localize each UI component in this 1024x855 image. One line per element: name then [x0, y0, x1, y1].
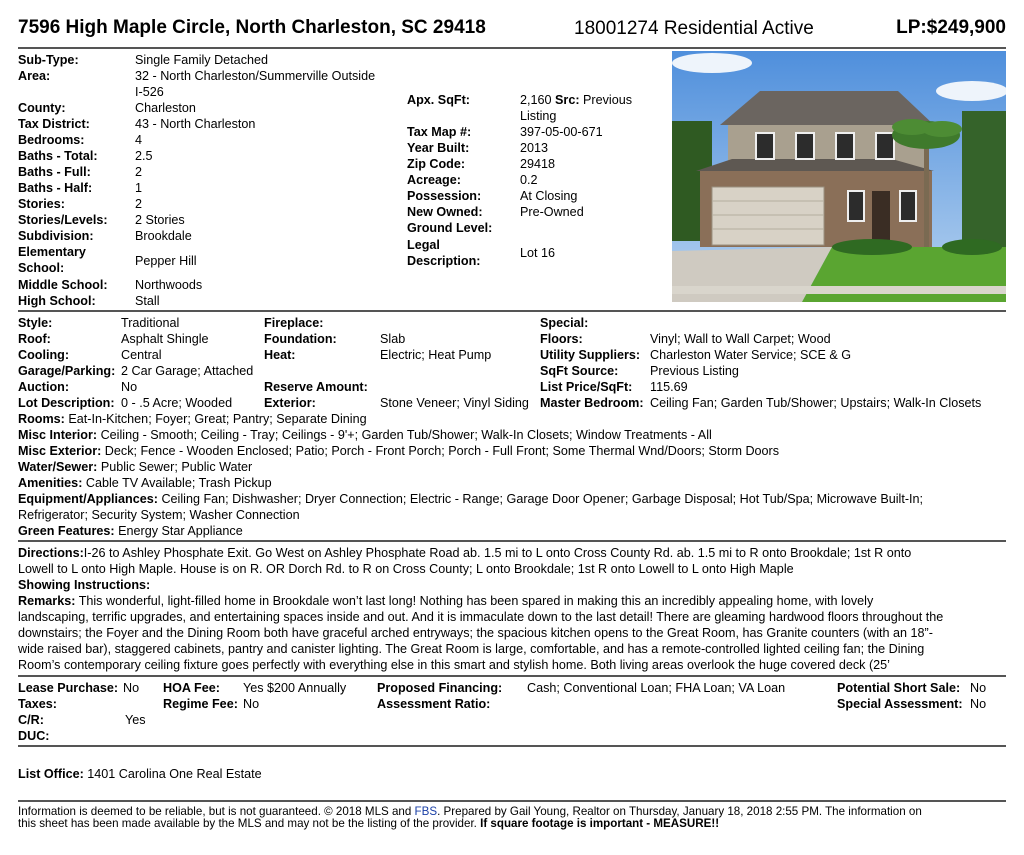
floors-value: Vinyl; Wall to Wall Carpet; Wood — [650, 332, 831, 346]
foundation-value: Slab — [380, 332, 406, 346]
list-office-label: List Office: — [18, 767, 84, 781]
area-value-cont: I-526 — [135, 85, 164, 99]
stories-label: Stories: — [18, 197, 65, 211]
equipment-value-cont: Refrigerator; Security System; Washer Connection — [18, 508, 300, 522]
new-owned-label: New Owned: — [407, 205, 483, 219]
sqft-label: Apx. SqFt: — [407, 93, 470, 107]
subdivision-value: Brookdale — [135, 229, 192, 243]
utility-value: Charleston Water Service; SCE & G — [650, 348, 852, 362]
cr-label: C/R: — [18, 713, 44, 727]
misc-exterior-label: Misc Exterior: — [18, 444, 102, 458]
finance-divider — [18, 675, 1006, 677]
tax-district-label: Tax District: — [18, 117, 90, 131]
property-address: 7596 High Maple Circle, North Charleston, SC 29418 — [18, 17, 486, 38]
equipment-line — [18, 491, 923, 507]
details-divider — [18, 310, 1006, 312]
subtype-label: Sub-Type: — [18, 53, 79, 67]
taxes-label: Taxes: — [18, 697, 57, 711]
year-built-label: Year Built: — [407, 141, 470, 155]
cooling-label: Cooling: — [18, 348, 70, 362]
exterior-value: Stone Veneer; Vinyl Siding — [380, 396, 529, 410]
county-value: Charleston — [135, 101, 196, 115]
fireplace-label: Fireplace: — [264, 316, 324, 330]
lp-sqft-label: List Price/SqFt: — [540, 380, 633, 394]
possession-value: At Closing — [520, 189, 578, 203]
special-assessment-value: No — [970, 697, 987, 711]
showing-label: Showing Instructions: — [18, 578, 151, 592]
hoa-label: HOA Fee: — [163, 681, 220, 695]
heat-label: Heat: — [264, 348, 296, 362]
stories-levels-value: 2 Stories — [135, 213, 185, 227]
green-label: Green Features: — [18, 524, 115, 538]
remarks-value: This wonderful, light-filled home in Brookdale won’t last long! Nothing has been spared in making this an incredibly appealing home, with lovely — [78, 594, 874, 608]
misc-exterior-value: Deck; Fence - Wooden Enclosed; Patio; Porch - Front Porch; Porch - Full Front; Some Thermal Wnd/Doors; Storm Doors — [104, 444, 780, 458]
remarks-value-4: wide raised bar), staggered cabinets, pantry and canister lighting. The Great Room is large, comfortable, and has a remote-controlled lighted ceiling fan; the Dining — [18, 642, 925, 656]
sqft-value-row — [520, 92, 632, 108]
ground-level-label: Ground Level: — [407, 221, 493, 235]
garage-value: 2 Car Garage; Attached — [121, 364, 254, 378]
equipment-value: Ceiling Fan; Dishwasher; Dryer Connection; Electric - Range; Garage Door Opener; Garbage Disposal; Hot Tub/Spa; Microwave Built-In; — [161, 492, 924, 506]
zip-label: Zip Code: — [407, 157, 466, 171]
baths-total-label: Baths - Total: — [18, 149, 98, 163]
misc-interior-label: Misc Interior: — [18, 428, 98, 442]
list-price: LP:$249,900 — [896, 17, 1006, 38]
regime-value: No — [243, 697, 260, 711]
bedrooms-label: Bedrooms: — [18, 133, 85, 147]
possession-label: Possession: — [407, 189, 482, 203]
amenities-label: Amenities: — [18, 476, 83, 490]
elementary-label: Elementary — [18, 245, 86, 259]
elementary-label-cont: School: — [18, 261, 65, 275]
header-divider — [18, 47, 1006, 49]
year-built-value: 2013 — [520, 141, 549, 155]
cooling-value: Central — [121, 348, 162, 362]
hoa-value: Yes $200 Annually — [243, 681, 347, 695]
directions-value: I-26 to Ashley Phosphate Exit. Go West on Ashley Phosphate Road ab. 1.5 mi to L onto Cross County Rd. ab. 1.5 mi to R onto Brookdale; 1st R onto — [83, 546, 912, 560]
src-value: Previous — [583, 93, 633, 107]
foundation-label: Foundation: — [264, 332, 337, 346]
remarks-divider — [18, 540, 1006, 542]
remarks-label: Remarks: — [18, 594, 76, 608]
baths-total-value: 2.5 — [135, 149, 153, 163]
roof-value: Asphalt Shingle — [121, 332, 209, 346]
list-office-value: 1401 Carolina One Real Estate — [87, 767, 262, 781]
master-label: Master Bedroom: — [540, 396, 644, 410]
remarks-line — [18, 593, 873, 609]
remarks-value-3: downstairs; the Foyer and the Dining Room both have graceful arched entryways; the spacious kitchen opens to the Great Room, has Granite counters (with an 18”- — [18, 626, 933, 640]
rooms-line — [18, 411, 367, 427]
misc-interior-line — [18, 427, 712, 443]
short-sale-value: No — [970, 681, 987, 695]
water-sewer-value: Public Sewer; Public Water — [100, 460, 253, 474]
baths-half-value: 1 — [135, 181, 143, 195]
regime-label: Regime Fee: — [163, 697, 238, 711]
zip-value: 29418 — [520, 157, 556, 171]
legal-value: Lot 16 — [520, 246, 556, 260]
garage-label: Garage/Parking: — [18, 364, 116, 378]
remarks-value-2: landscaping, terrific upgrades, and entertaining spaces inside and out. And it is immaculate down to the last detail! There are gleaming hardwood floors throughout the — [18, 610, 944, 624]
tax-map-value: 397-05-00-671 — [520, 125, 603, 139]
lot-desc-value: 0 - .5 Acre; Wooded — [121, 396, 233, 410]
exterior-label: Exterior: — [264, 396, 316, 410]
baths-half-label: Baths - Half: — [18, 181, 93, 195]
mls-status: 18001274 Residential Active — [574, 18, 814, 39]
stories-levels-label: Stories/Levels: — [18, 213, 108, 227]
property-photo — [672, 51, 1006, 302]
middle-school-value: Northwoods — [135, 278, 203, 292]
stories-value: 2 — [135, 197, 143, 211]
elementary-value: Pepper Hill — [135, 254, 197, 268]
legal-label: Legal — [407, 238, 440, 252]
short-sale-label: Potential Short Sale: — [837, 681, 961, 695]
acreage-value: 0.2 — [520, 173, 538, 187]
county-label: County: — [18, 101, 66, 115]
office-divider — [18, 745, 1006, 747]
roof-label: Roof: — [18, 332, 51, 346]
directions-line — [18, 545, 911, 561]
green-line — [18, 523, 243, 539]
bedrooms-value: 4 — [135, 133, 143, 147]
cr-value: Yes — [125, 713, 146, 727]
area-label: Area: — [18, 69, 51, 83]
equipment-label: Equipment/Appliances: — [18, 492, 158, 506]
auction-value: No — [121, 380, 138, 394]
water-sewer-label: Water/Sewer: — [18, 460, 98, 474]
legal-label-cont: Description: — [407, 254, 481, 268]
style-label: Style: — [18, 316, 53, 330]
lot-desc-label: Lot Description: — [18, 396, 115, 410]
rooms-value: Eat-In-Kitchen; Foyer; Great; Pantry; Separate Dining — [68, 412, 367, 426]
fbs-link[interactable]: FBS — [414, 805, 438, 818]
disclaimer-text-cont: . Prepared by Gail Young, Realtor on Thursday, January 18, 2018 2:55 PM. The information on — [437, 805, 922, 818]
subdivision-label: Subdivision: — [18, 229, 94, 243]
baths-full-value: 2 — [135, 165, 143, 179]
floors-label: Floors: — [540, 332, 583, 346]
proposed-value: Cash; Conventional Loan; FHA Loan; VA Loan — [527, 681, 786, 695]
middle-school-label: Middle School: — [18, 278, 108, 292]
disclaimer-text: Information is deemed to be reliable, but is not guaranteed. © 2018 MLS and — [18, 805, 415, 818]
special-label: Special: — [540, 316, 589, 330]
lp-sqft-value: 115.69 — [650, 380, 688, 394]
list-office-line — [18, 766, 262, 782]
area-value: 32 - North Charleston/Summerville Outside — [135, 69, 376, 83]
subtype-value: Single Family Detached — [135, 53, 268, 67]
disclaimer-text-2: this sheet has been made available by the MLS and may not be the listing of the provider. — [18, 817, 481, 830]
assessment-ratio-label: Assessment Ratio: — [377, 697, 491, 711]
green-value: Energy Star Appliance — [118, 524, 243, 538]
rooms-label: Rooms: — [18, 412, 65, 426]
high-school-value: Stall — [135, 294, 160, 308]
new-owned-value: Pre-Owned — [520, 205, 584, 219]
amenities-value: Cable TV Available; Trash Pickup — [85, 476, 272, 490]
sqft-source-value: Previous Listing — [650, 364, 739, 378]
water-sewer-line — [18, 459, 252, 475]
reserve-label: Reserve Amount: — [264, 380, 368, 394]
footer-divider — [18, 800, 1006, 802]
acreage-label: Acreage: — [407, 173, 461, 187]
high-school-label: High School: — [18, 294, 96, 308]
auction-label: Auction: — [18, 380, 70, 394]
src-value-cont: Listing — [520, 109, 557, 123]
heat-value: Electric; Heat Pump — [380, 348, 492, 362]
lease-value: No — [123, 681, 140, 695]
disclaimer — [18, 806, 1008, 830]
proposed-label: Proposed Financing: — [377, 681, 503, 695]
src-label: Src: — [555, 93, 580, 107]
special-assessment-label: Special Assessment: — [837, 697, 963, 711]
style-value: Traditional — [121, 316, 180, 330]
tax-district-value: 43 - North Charleston — [135, 117, 256, 131]
remarks-value-5: Room’s contemporary ceiling fixture goes perfectly with everything else in this smart and stylish home. Both living areas overlook the huge covered deck (25’ — [18, 658, 890, 672]
sqft-source-label: SqFt Source: — [540, 364, 619, 378]
misc-interior-value: Ceiling - Smooth; Ceiling - Tray; Ceilings - 9'+; Garden Tub/Shower; Walk-In Closets; Window Treatments - All — [100, 428, 712, 442]
misc-exterior-line — [18, 443, 779, 459]
listing-header — [18, 16, 1006, 46]
tax-map-label: Tax Map #: — [407, 125, 472, 139]
master-value: Ceiling Fan; Garden Tub/Shower; Upstairs; Walk-In Closets — [650, 396, 982, 410]
lease-label: Lease Purchase: — [18, 681, 119, 695]
sqft-value: 2,160 — [520, 93, 552, 107]
amenities-line — [18, 475, 272, 491]
measure-warning: If square footage is important - MEASURE!! — [480, 817, 720, 830]
duc-label: DUC: — [18, 729, 50, 743]
directions-value-cont: Lowell to L onto High Maple. House is on R. OR Dorch Rd. to R on Cross County; L onto Brookdale; 1st R onto Lowell to L onto High Maple — [18, 562, 794, 576]
utility-label: Utility Suppliers: — [540, 348, 641, 362]
directions-label: Directions: — [18, 546, 84, 560]
baths-full-label: Baths - Full: — [18, 165, 91, 179]
